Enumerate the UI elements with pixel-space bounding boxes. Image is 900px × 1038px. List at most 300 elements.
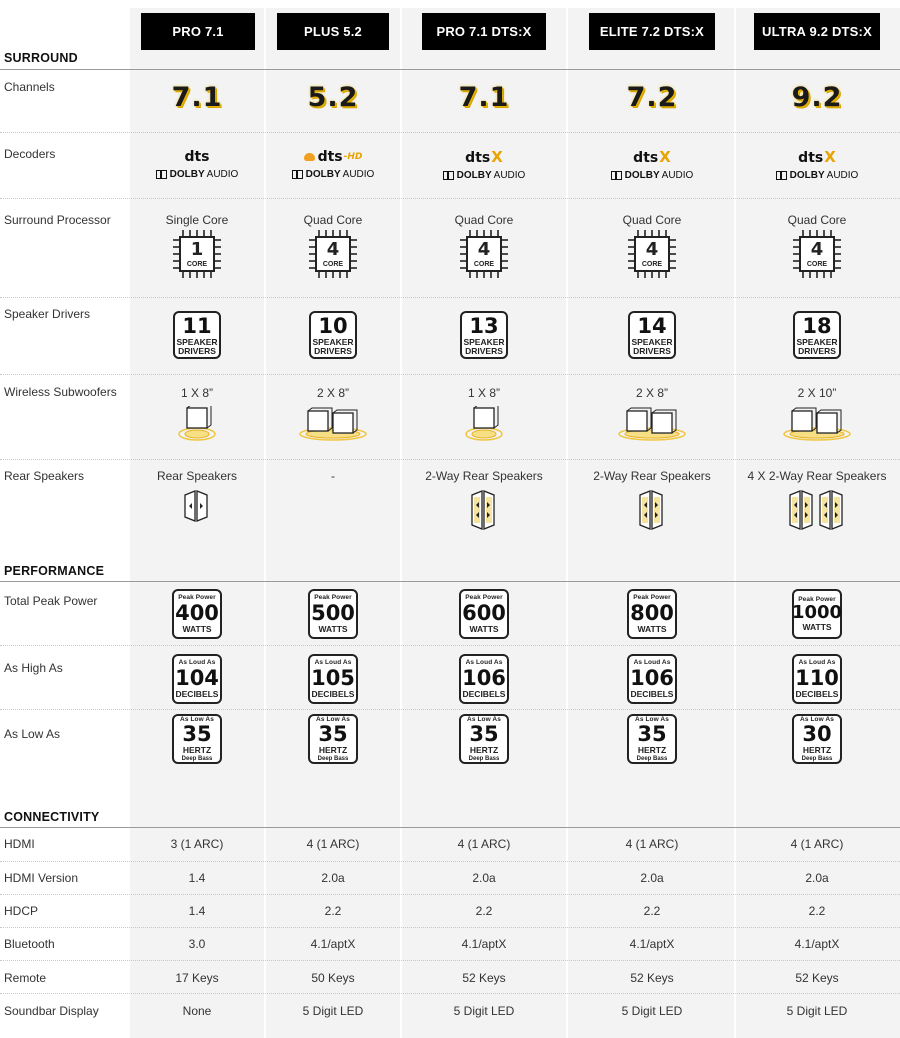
hertz-badge-caption: As Low As bbox=[800, 715, 834, 723]
subwoofer-icon bbox=[782, 406, 852, 442]
processor-cell bbox=[263, 213, 403, 278]
drivers-label-1: SPEAKER bbox=[463, 337, 505, 347]
row-label-hdmi-version: HDMI Version bbox=[4, 871, 79, 885]
rear-speaker-cell bbox=[572, 469, 732, 531]
hertz-badge-unit: HERTZ bbox=[182, 745, 212, 755]
hertz-badge-value: 35 bbox=[637, 722, 667, 746]
peak-power-badge-value: 600 bbox=[462, 600, 506, 625]
decoder-logos bbox=[443, 150, 526, 181]
channels-value: 9.2 bbox=[791, 82, 843, 113]
drivers-cell bbox=[592, 311, 712, 359]
section-connectivity: CONNECTIVITY bbox=[4, 810, 100, 824]
peak-power-badge-caption: Peak Power bbox=[798, 595, 836, 603]
dolby-audio-text: AUDIO bbox=[826, 170, 859, 181]
hdcp-value: 2.2 bbox=[324, 904, 342, 918]
channels-cell bbox=[137, 82, 257, 113]
speaker-drivers-badge bbox=[628, 311, 676, 359]
row-label-display: Soundbar Display bbox=[4, 1004, 99, 1018]
hertz-badge-unit: HERTZ bbox=[469, 745, 499, 755]
rear-speaker-text: 2-Way Rear Speakers bbox=[593, 469, 711, 483]
decibels-badge bbox=[459, 654, 509, 704]
rear-speaker-icon bbox=[469, 489, 499, 531]
channels-value: 7.1 bbox=[171, 82, 223, 113]
channels-value: 7.2 bbox=[626, 82, 678, 113]
peak-power-badge-unit: WATTS bbox=[182, 623, 212, 634]
core-count: 4 bbox=[477, 238, 491, 260]
channels-cell bbox=[592, 82, 712, 113]
core-chip-body bbox=[799, 236, 835, 272]
dts-logo-text: dts bbox=[798, 149, 824, 166]
subwoofer-cell bbox=[582, 386, 722, 442]
row-label-bluetooth: Bluetooth bbox=[4, 937, 55, 951]
dts-logo bbox=[465, 150, 503, 165]
hdmi-version-value: 1.4 bbox=[188, 871, 206, 885]
hdmi-version-cell bbox=[258, 871, 408, 885]
decoder-logos bbox=[611, 150, 694, 181]
drivers-label-1: SPEAKER bbox=[312, 337, 354, 347]
section-surround: SURROUND bbox=[4, 51, 78, 65]
display-cell bbox=[122, 1004, 272, 1018]
processor-text: Quad Core bbox=[454, 213, 514, 227]
hertz-badge bbox=[792, 714, 842, 764]
remote-value: 52 Keys bbox=[462, 971, 506, 985]
dolby-text: DOLBY bbox=[169, 169, 205, 180]
decibels-badge-caption: As Loud As bbox=[633, 659, 671, 666]
display-cell bbox=[742, 1004, 892, 1018]
drivers-count: 18 bbox=[802, 314, 832, 338]
hdmi-version-cell bbox=[409, 871, 559, 885]
hdmi-value: 4 (1 ARC) bbox=[457, 837, 511, 851]
remote-value: 17 Keys bbox=[175, 971, 219, 985]
rear-speaker-icon bbox=[182, 489, 212, 523]
subwoofer-icon bbox=[298, 406, 368, 442]
peak-power-badge-value: 500 bbox=[311, 600, 355, 625]
hdmi-version-cell bbox=[577, 871, 727, 885]
hertz-badge-unit: HERTZ bbox=[802, 745, 832, 755]
hertz-cell bbox=[757, 714, 877, 764]
power-cell bbox=[137, 589, 257, 639]
decoders-cell bbox=[263, 150, 403, 180]
subwoofer-text: 1 X 8” bbox=[467, 386, 500, 400]
power-cell bbox=[424, 589, 544, 639]
hertz-badge-value: 35 bbox=[182, 722, 212, 746]
hdmi-cell bbox=[577, 837, 727, 851]
decibels-badge-value: 106 bbox=[462, 665, 506, 690]
processor-text: Quad Core bbox=[622, 213, 682, 227]
drivers-count: 13 bbox=[469, 314, 499, 338]
rear-speaker-text: 2-Way Rear Speakers bbox=[425, 469, 543, 483]
hertz-cell bbox=[424, 714, 544, 764]
remote-cell bbox=[409, 971, 559, 985]
section-performance: PERFORMANCE bbox=[4, 564, 105, 578]
bluetooth-value: 4.1/aptX bbox=[794, 937, 840, 951]
rear-speaker-cell bbox=[737, 469, 897, 531]
dolby-audio-logo bbox=[443, 170, 526, 181]
hdmi-cell bbox=[409, 837, 559, 851]
decibels-cell bbox=[424, 654, 544, 704]
core-label: CORE bbox=[473, 260, 495, 268]
bluetooth-value: 3.0 bbox=[188, 937, 206, 951]
hertz-badge-note: Deep Bass bbox=[181, 755, 213, 762]
hdcp-value: 2.2 bbox=[643, 904, 661, 918]
dolby-dd-icon bbox=[776, 171, 787, 180]
hertz-badge-caption: As Low As bbox=[635, 715, 669, 723]
dolby-text: DOLBY bbox=[305, 169, 341, 180]
hertz-badge-caption: As Low As bbox=[180, 715, 214, 723]
core-chip-icon bbox=[173, 230, 221, 278]
peak-power-badge bbox=[627, 589, 677, 639]
row-label-decoders: Decoders bbox=[4, 147, 56, 161]
drivers-cell bbox=[273, 311, 393, 359]
dolby-audio-text: AUDIO bbox=[661, 170, 694, 181]
hdcp-cell bbox=[742, 904, 892, 918]
decibels-cell bbox=[273, 654, 393, 704]
display-value: 5 Digit LED bbox=[621, 1004, 683, 1018]
dolby-audio-text: AUDIO bbox=[342, 169, 375, 180]
hdmi-value: 4 (1 ARC) bbox=[790, 837, 844, 851]
display-cell bbox=[258, 1004, 408, 1018]
hertz-cell bbox=[273, 714, 393, 764]
hertz-badge-caption: As Low As bbox=[316, 715, 350, 723]
hertz-badge-unit: HERTZ bbox=[637, 745, 667, 755]
bluetooth-cell bbox=[122, 937, 272, 951]
drivers-label-2: DRIVERS bbox=[633, 345, 671, 356]
hdmi-version-value: 2.0a bbox=[805, 871, 829, 885]
decibels-cell bbox=[757, 654, 877, 704]
processor-cell bbox=[747, 213, 887, 278]
column-header: ELITE 7.2 DTS:X bbox=[589, 13, 715, 50]
speaker-drivers-badge bbox=[309, 311, 357, 359]
core-chip-icon bbox=[793, 230, 841, 278]
hertz-badge bbox=[308, 714, 358, 764]
decibels-badge bbox=[308, 654, 358, 704]
dolby-audio-logo bbox=[292, 169, 375, 180]
display-cell bbox=[409, 1004, 559, 1018]
row-label-hdcp: HDCP bbox=[4, 904, 39, 918]
peak-power-badge bbox=[792, 589, 842, 639]
decoders-cell bbox=[127, 150, 267, 180]
peak-power-badge bbox=[308, 589, 358, 639]
hertz-badge-value: 30 bbox=[802, 722, 832, 746]
bluetooth-value: 4.1/aptX bbox=[310, 937, 356, 951]
peak-power-badge bbox=[459, 589, 509, 639]
column-header: PLUS 5.2 bbox=[277, 13, 389, 50]
peak-power-badge-unit: WATTS bbox=[318, 623, 348, 634]
channels-value: 7.1 bbox=[458, 82, 510, 113]
hertz-badge bbox=[172, 714, 222, 764]
hdcp-value: 1.4 bbox=[188, 904, 206, 918]
peak-power-badge-unit: WATTS bbox=[469, 623, 499, 634]
speaker-drivers-badge bbox=[460, 311, 508, 359]
row-label-power: Total Peak Power bbox=[4, 594, 98, 608]
dts-logo bbox=[184, 150, 209, 164]
decibels-badge-caption: As Loud As bbox=[465, 659, 503, 666]
dts-x-text: X bbox=[491, 148, 503, 166]
drivers-label-2: DRIVERS bbox=[178, 345, 216, 356]
power-cell bbox=[273, 589, 393, 639]
drivers-label-2: DRIVERS bbox=[798, 345, 836, 356]
dts-x-text: X bbox=[824, 148, 836, 166]
subwoofer-text: 2 X 10” bbox=[797, 386, 837, 400]
decibels-badge-value: 104 bbox=[175, 665, 219, 690]
core-count: 4 bbox=[810, 238, 824, 260]
rear-speaker-text: Rear Speakers bbox=[156, 469, 238, 483]
dts-logo bbox=[633, 150, 671, 165]
drivers-count: 10 bbox=[318, 314, 348, 338]
row-label-high: As High As bbox=[4, 661, 63, 675]
hertz-badge-note: Deep Bass bbox=[468, 755, 500, 762]
hdmi-version-value: 2.0a bbox=[640, 871, 664, 885]
core-chip-body bbox=[315, 236, 351, 272]
core-chip-body bbox=[634, 236, 670, 272]
hdmi-value: 4 (1 ARC) bbox=[625, 837, 679, 851]
drivers-cell bbox=[424, 311, 544, 359]
peak-power-badge-value: 400 bbox=[175, 600, 219, 625]
dts-logo bbox=[304, 150, 363, 164]
remote-cell bbox=[122, 971, 272, 985]
power-cell bbox=[592, 589, 712, 639]
dolby-audio-logo bbox=[611, 170, 694, 181]
display-value: 5 Digit LED bbox=[786, 1004, 848, 1018]
subwoofer-icon bbox=[617, 406, 687, 442]
bluetooth-cell bbox=[258, 937, 408, 951]
hertz-badge-note: Deep Bass bbox=[636, 755, 668, 762]
hertz-cell bbox=[592, 714, 712, 764]
decoders-cell bbox=[582, 150, 722, 181]
hdmi-version-cell bbox=[122, 871, 272, 885]
remote-value: 52 Keys bbox=[630, 971, 674, 985]
hertz-cell bbox=[137, 714, 257, 764]
bluetooth-cell bbox=[577, 937, 727, 951]
row-label-drivers: Speaker Drivers bbox=[4, 307, 91, 321]
rear-speaker-icon bbox=[787, 489, 847, 531]
decibels-badge-unit: DECIBELS bbox=[630, 688, 674, 699]
drivers-count: 11 bbox=[182, 314, 212, 338]
hdcp-cell bbox=[409, 904, 559, 918]
processor-text: Quad Core bbox=[787, 213, 847, 227]
dolby-audio-logo bbox=[156, 169, 239, 180]
core-count: 4 bbox=[326, 238, 340, 260]
hertz-badge-caption: As Low As bbox=[467, 715, 501, 723]
rear-speaker-text: 4 X 2-Way Rear Speakers bbox=[747, 469, 887, 483]
dolby-dd-icon bbox=[611, 171, 622, 180]
decibels-badge bbox=[792, 654, 842, 704]
bluetooth-value: 4.1/aptX bbox=[629, 937, 675, 951]
hdmi-cell bbox=[122, 837, 272, 851]
rear-speaker-icon bbox=[637, 489, 667, 531]
column-header: PRO 7.1 DTS:X bbox=[422, 13, 546, 50]
hertz-badge bbox=[459, 714, 509, 764]
peak-power-badge-caption: Peak Power bbox=[178, 594, 216, 601]
row-label-low: As Low As bbox=[4, 727, 61, 741]
dolby-text: DOLBY bbox=[456, 170, 492, 181]
dolby-audio-text: AUDIO bbox=[206, 169, 239, 180]
channels-cell bbox=[757, 82, 877, 113]
hertz-badge-value: 35 bbox=[469, 722, 499, 746]
subwoofer-cell bbox=[747, 386, 887, 442]
dolby-text: DOLBY bbox=[789, 170, 825, 181]
drivers-label-1: SPEAKER bbox=[176, 337, 218, 347]
subwoofer-icon bbox=[177, 406, 217, 442]
hdmi-version-cell bbox=[742, 871, 892, 885]
processor-cell bbox=[582, 213, 722, 278]
processor-text: Single Core bbox=[165, 213, 229, 227]
decibels-badge bbox=[172, 654, 222, 704]
core-chip-icon bbox=[309, 230, 357, 278]
decoder-logos bbox=[292, 150, 375, 180]
dts-logo-text: dts bbox=[465, 149, 491, 166]
peak-power-badge-caption: Peak Power bbox=[465, 594, 503, 601]
decoders-cell bbox=[414, 150, 554, 181]
channels-value: 5.2 bbox=[307, 82, 359, 113]
decibels-badge-value: 106 bbox=[630, 665, 674, 690]
peak-power-badge-value: 800 bbox=[630, 600, 674, 625]
row-label-processor: Surround Processor bbox=[4, 213, 111, 227]
dts-hd-text: -HD bbox=[343, 151, 363, 162]
hdcp-value: 2.2 bbox=[808, 904, 826, 918]
power-cell bbox=[757, 589, 877, 639]
hdmi-version-value: 2.0a bbox=[321, 871, 345, 885]
decibels-cell bbox=[592, 654, 712, 704]
row-label-subs: Wireless Subwoofers bbox=[4, 385, 117, 399]
dolby-audio-logo bbox=[776, 170, 859, 181]
speaker-drivers-badge bbox=[173, 311, 221, 359]
hertz-badge-value: 35 bbox=[318, 722, 348, 746]
dts-x-text: X bbox=[659, 148, 671, 166]
subwoofer-text: 2 X 8” bbox=[316, 386, 349, 400]
processor-cell bbox=[127, 213, 267, 278]
decibels-badge-caption: As Loud As bbox=[798, 659, 836, 666]
drivers-label-2: DRIVERS bbox=[465, 345, 503, 356]
decibels-badge-caption: As Loud As bbox=[178, 659, 216, 666]
drivers-label-1: SPEAKER bbox=[631, 337, 673, 347]
dts-logo-text: dts bbox=[184, 149, 210, 165]
decibels-badge-value: 105 bbox=[311, 665, 355, 690]
dolby-dd-icon bbox=[443, 171, 454, 180]
row-label-channels: Channels bbox=[4, 80, 55, 94]
remote-cell bbox=[742, 971, 892, 985]
peak-power-badge-caption: Peak Power bbox=[633, 594, 671, 601]
drivers-cell bbox=[757, 311, 877, 359]
core-label: CORE bbox=[186, 260, 208, 268]
dolby-dd-icon bbox=[156, 170, 167, 179]
peak-power-badge-value: 1000 bbox=[791, 602, 843, 623]
row-label-rear: Rear Speakers bbox=[4, 469, 85, 483]
decoder-logos bbox=[156, 150, 239, 180]
core-label: CORE bbox=[322, 260, 344, 268]
dts-logo bbox=[798, 150, 836, 165]
hdmi-cell bbox=[258, 837, 408, 851]
remote-value: 52 Keys bbox=[795, 971, 839, 985]
subwoofer-text: 1 X 8” bbox=[180, 386, 213, 400]
hdcp-value: 2.2 bbox=[475, 904, 493, 918]
row-label-hdmi: HDMI bbox=[4, 837, 35, 851]
core-label: CORE bbox=[806, 260, 828, 268]
peak-power-badge-caption: Peak Power bbox=[314, 594, 352, 601]
rear-speaker-text: - bbox=[331, 469, 335, 483]
hdmi-value: 3 (1 ARC) bbox=[170, 837, 224, 851]
hdmi-value: 4 (1 ARC) bbox=[306, 837, 360, 851]
display-value: 5 Digit LED bbox=[453, 1004, 515, 1018]
hertz-badge-unit: HERTZ bbox=[318, 745, 348, 755]
hertz-badge-note: Deep Bass bbox=[317, 755, 349, 762]
subwoofer-cell bbox=[414, 386, 554, 442]
hdcp-cell bbox=[258, 904, 408, 918]
core-chip-body bbox=[179, 236, 215, 272]
peak-power-badge-unit: WATTS bbox=[637, 623, 667, 634]
hdmi-cell bbox=[742, 837, 892, 851]
processor-text: Quad Core bbox=[303, 213, 363, 227]
hdmi-version-value: 2.0a bbox=[472, 871, 496, 885]
decoder-logos bbox=[776, 150, 859, 181]
core-count: 1 bbox=[190, 238, 204, 260]
peak-power-badge bbox=[172, 589, 222, 639]
remote-cell bbox=[577, 971, 727, 985]
bluetooth-cell bbox=[409, 937, 559, 951]
drivers-label-1: SPEAKER bbox=[796, 337, 838, 347]
drivers-cell bbox=[137, 311, 257, 359]
decibels-badge-unit: DECIBELS bbox=[311, 688, 355, 699]
dolby-dd-icon bbox=[292, 170, 303, 179]
core-count: 4 bbox=[645, 238, 659, 260]
rear-speaker-cell bbox=[404, 469, 564, 531]
core-chip-body bbox=[466, 236, 502, 272]
remote-value: 50 Keys bbox=[311, 971, 355, 985]
bluetooth-cell bbox=[742, 937, 892, 951]
rear-speaker-cell bbox=[253, 469, 413, 483]
decibels-badge-unit: DECIBELS bbox=[175, 688, 219, 699]
subwoofer-icon bbox=[464, 406, 504, 442]
display-cell bbox=[577, 1004, 727, 1018]
core-chip-icon bbox=[628, 230, 676, 278]
drivers-label-2: DRIVERS bbox=[314, 345, 352, 356]
drivers-count: 14 bbox=[637, 314, 667, 338]
channels-cell bbox=[424, 82, 544, 113]
channels-cell bbox=[273, 82, 393, 113]
dolby-text: DOLBY bbox=[624, 170, 660, 181]
subwoofer-cell bbox=[127, 386, 267, 442]
column-header: ULTRA 9.2 DTS:X bbox=[754, 13, 880, 50]
subwoofer-cell bbox=[263, 386, 403, 442]
processor-cell bbox=[414, 213, 554, 278]
decibels-badge-value: 110 bbox=[795, 665, 839, 690]
speaker-drivers-badge bbox=[793, 311, 841, 359]
row-label-remote: Remote bbox=[4, 971, 47, 985]
dts-logo-text: dts bbox=[633, 149, 659, 166]
dts-hd-dot-icon bbox=[304, 153, 315, 161]
remote-cell bbox=[258, 971, 408, 985]
column-header: PRO 7.1 bbox=[141, 13, 255, 50]
bluetooth-value: 4.1/aptX bbox=[461, 937, 507, 951]
display-value: 5 Digit LED bbox=[302, 1004, 364, 1018]
decibels-cell bbox=[137, 654, 257, 704]
decibels-badge-unit: DECIBELS bbox=[462, 688, 506, 699]
core-label: CORE bbox=[641, 260, 663, 268]
decibels-badge-caption: As Loud As bbox=[314, 659, 352, 666]
decibels-badge bbox=[627, 654, 677, 704]
display-value: None bbox=[182, 1004, 212, 1018]
hertz-badge bbox=[627, 714, 677, 764]
dolby-audio-text: AUDIO bbox=[493, 170, 526, 181]
hdcp-cell bbox=[122, 904, 272, 918]
decibels-badge-unit: DECIBELS bbox=[795, 688, 839, 699]
subwoofer-text: 2 X 8” bbox=[635, 386, 668, 400]
hdcp-cell bbox=[577, 904, 727, 918]
peak-power-badge-unit: WATTS bbox=[802, 622, 832, 632]
decoders-cell bbox=[747, 150, 887, 181]
dts-logo-text: dts bbox=[317, 149, 343, 165]
hertz-badge-note: Deep Bass bbox=[801, 755, 833, 762]
